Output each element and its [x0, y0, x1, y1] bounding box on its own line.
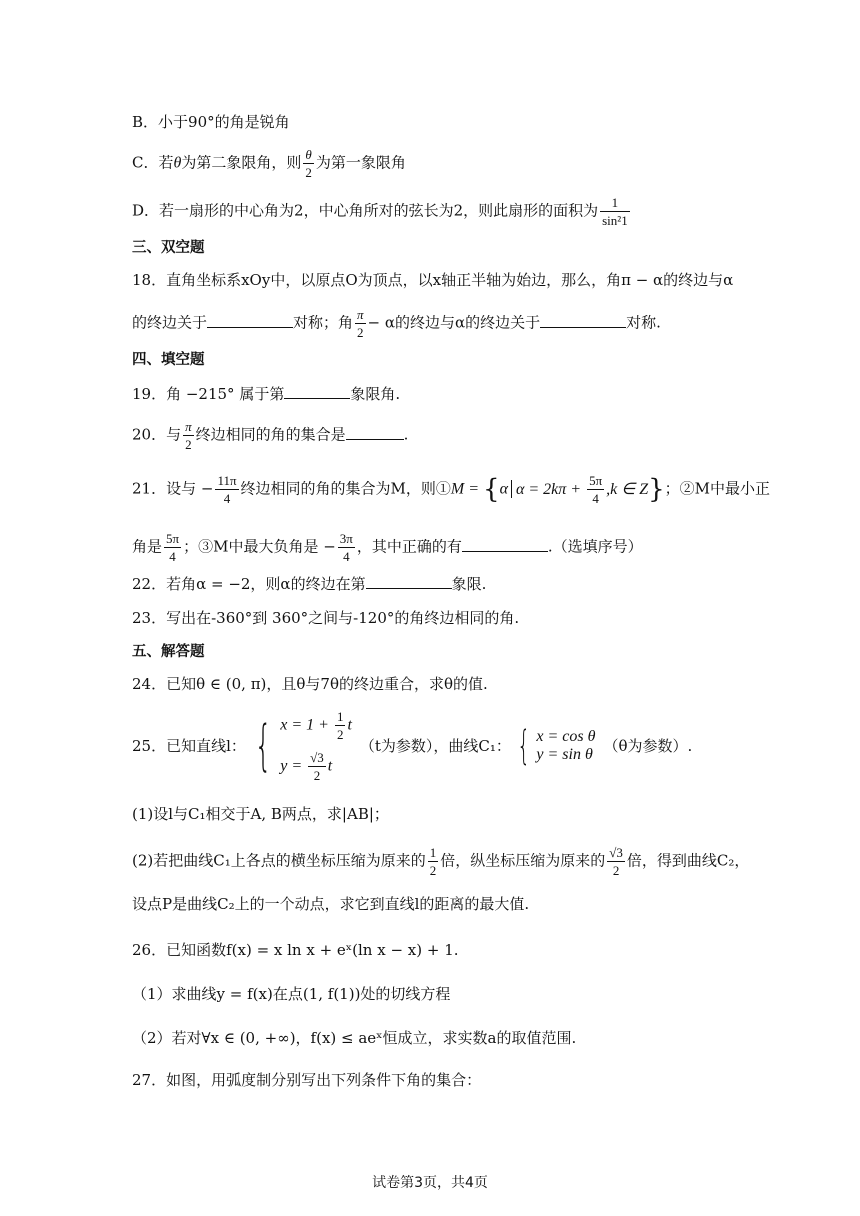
q22-text-b: 象限. — [451, 575, 487, 593]
q22-blank[interactable] — [366, 574, 452, 589]
theta-over-2-fraction — [303, 148, 314, 179]
eq-x-left: x = 1 + — [280, 716, 333, 734]
page-footer: 试卷第3页，共4页 — [372, 1175, 488, 1191]
option-b: B．小于90°的角是锐角 — [132, 113, 290, 131]
q20-blank[interactable] — [346, 425, 404, 440]
option-c — [132, 148, 406, 179]
frac-den: 2 — [612, 863, 620, 878]
section-4-heading: 四、填空题 — [132, 352, 205, 368]
one-half-fraction — [428, 846, 439, 877]
frac-den: 4 — [169, 549, 176, 564]
q20-text-b: 终边相同的角的集合是 — [195, 425, 346, 444]
q21-text-b: 终边相同的角的集合为M，则① — [240, 479, 451, 498]
eq-sin: y = sin θ — [536, 746, 593, 763]
system-brace-icon: { — [254, 714, 272, 777]
curve-c1-system — [536, 728, 595, 764]
frac-num: 1 — [600, 196, 630, 212]
theta-symbol: θ — [173, 154, 182, 172]
eq-x-t: t — [347, 716, 352, 734]
q20 — [132, 420, 408, 451]
eleven-pi-over-4-fraction — [215, 474, 238, 505]
frac-num: π — [185, 419, 192, 434]
q26-part-1: （1）求曲线y = f(x)在点(1, f(1))处的切线方程 — [132, 985, 451, 1003]
one-half-fraction — [335, 710, 346, 741]
q18-text-d: 对称. — [626, 313, 661, 332]
q21-text-e: ；②M中最小正 — [664, 479, 771, 498]
option-c-post: 为第一象限角 — [315, 153, 406, 172]
set-builder-bar — [511, 473, 649, 506]
q18-text-a: 的终边关于 — [132, 313, 208, 332]
q19 — [132, 384, 400, 404]
q19-text-a: 19．角 −215° 属于第 — [132, 385, 285, 403]
right-brace-icon: } — [648, 474, 665, 505]
q21-l2-text-b: ；③M中最大负角是 − — [183, 537, 336, 556]
q19-text-b: 象限角. — [350, 385, 401, 403]
frac-den: 2 — [185, 437, 192, 452]
five-pi-over-4-fraction — [587, 474, 604, 505]
frac-num: 3π — [339, 531, 353, 546]
q25-p2-text-b: 倍，纵坐标压缩为原来的 — [440, 851, 606, 870]
q24: 24．已知θ ∈ (0, π)，且θ与7θ的终边重合，求θ的值. — [132, 675, 488, 693]
q21-blank[interactable] — [462, 537, 548, 552]
frac-den: 4 — [592, 491, 599, 506]
section-5-heading: 五、解答题 — [132, 644, 205, 660]
q27: 27．如图，用弧度制分别写出下列条件下角的集合： — [132, 1071, 482, 1089]
q18-line-1: 18．直角坐标系xOy中，以原点O为顶点，以x轴正半轴为始边，那么，角π − α的终边与α — [132, 271, 734, 289]
eq-cos: x = cos θ — [536, 728, 596, 745]
q21-text-a: 21．设与 − — [132, 479, 214, 498]
set-condition: α = 2kπ + — [515, 480, 586, 498]
q21-l2-text-d: .（选填序号） — [547, 537, 643, 556]
q25-part-1: (1)设l与C₁相交于A, B两点，求|AB|； — [132, 805, 389, 823]
q19-blank[interactable] — [284, 384, 350, 399]
q21-line-1 — [132, 474, 770, 505]
eq-y-left: y = — [280, 757, 307, 775]
frac-den: 4 — [223, 491, 231, 506]
frac-num: 11π — [217, 473, 237, 488]
q25-p2-text-c: 倍，得到曲线C₂， — [626, 851, 750, 870]
option-c-pre: C．若 — [132, 153, 174, 172]
frac-den: 2 — [305, 165, 312, 180]
area-fraction — [600, 196, 630, 227]
set-condition-k: ,k ∈ Z — [606, 480, 649, 498]
q25-part-2 — [132, 846, 749, 877]
q25-text-b: （t为参数），曲线C₁： — [359, 737, 511, 755]
frac-den: sin²1 — [602, 213, 628, 228]
line-l-system — [280, 710, 352, 782]
sqrt3-over-2-fraction — [607, 846, 625, 877]
sqrt3-over-2-fraction — [308, 751, 326, 782]
frac-den: 2 — [336, 727, 344, 742]
frac-num: √3 — [310, 750, 324, 765]
eq-y — [280, 751, 352, 782]
option-d-text: D．若一扇形的中心角为2，中心角所对的弦长为2，则此扇形的面积为 — [132, 201, 599, 220]
q18-text-b: 对称；角 — [293, 313, 354, 332]
frac-den: 2 — [429, 863, 437, 878]
q21-l2-text-a: 角是 — [132, 537, 163, 556]
curve-system-brace-icon: { — [517, 723, 531, 769]
frac-den: 2 — [357, 325, 364, 340]
left-brace-icon: { — [483, 474, 500, 505]
frac-num: θ — [303, 148, 314, 164]
q22 — [132, 574, 486, 594]
eq-y-t: t — [327, 757, 333, 775]
five-pi-over-4-fraction — [164, 532, 181, 563]
set-var: α — [499, 480, 508, 498]
option-d — [132, 196, 632, 227]
three-pi-over-4-fraction — [338, 532, 355, 563]
pi-over-2-fraction — [183, 420, 194, 451]
q22-text-a: 22．若角α = −2，则α的终边在第 — [132, 575, 366, 593]
q25-p2-text-a: (2)若把曲线C₁上各点的横坐标压缩为原来的 — [132, 851, 426, 870]
set-name: M = — [450, 480, 484, 498]
q18-blank-1[interactable] — [207, 313, 293, 328]
q21-line-2 — [132, 532, 643, 563]
q18-line-2 — [132, 308, 661, 339]
q26-part-2: （2）若对∀x ∈ (0, +∞)，f(x) ≤ aeˣ恒成立，求实数a的取值范围. — [132, 1029, 577, 1047]
section-3-heading: 三、双空题 — [132, 240, 205, 256]
q26-stem: 26．已知函数f(x) = x ln x + eˣ(ln x − x) + 1. — [132, 941, 459, 959]
q20-text-c: . — [403, 425, 409, 444]
frac-den: 2 — [313, 768, 321, 783]
option-c-mid: 为第二象限角，则 — [181, 153, 302, 172]
frac-num: 5π — [589, 473, 603, 488]
frac-num: 1 — [429, 845, 437, 860]
frac-den: 4 — [343, 549, 350, 564]
q21-l2-text-c: ，其中正确的有 — [356, 537, 462, 556]
pi-over-2-fraction — [355, 308, 366, 339]
frac-num: 5π — [166, 531, 180, 546]
eq-x — [280, 710, 352, 741]
frac-num: 1 — [336, 709, 344, 724]
q18-blank-2[interactable] — [540, 313, 626, 328]
q25-text-c: （θ为参数）. — [603, 737, 693, 755]
q25-line-1 — [132, 706, 692, 786]
q18-text-c: − α的终边与α的终边关于 — [367, 313, 541, 332]
frac-num: √3 — [609, 845, 623, 860]
q25-text-a: 25．已知直线l： — [132, 737, 246, 755]
frac-num: π — [357, 307, 364, 322]
q20-text-a: 20．与 — [132, 425, 182, 444]
q23: 23．写出在-360°到 360°之间与-120°的角终边相同的角. — [132, 609, 520, 627]
q25-part-2-cont: 设点P是曲线C₂上的一个动点，求它到直线l的距离的最大值. — [132, 895, 530, 913]
